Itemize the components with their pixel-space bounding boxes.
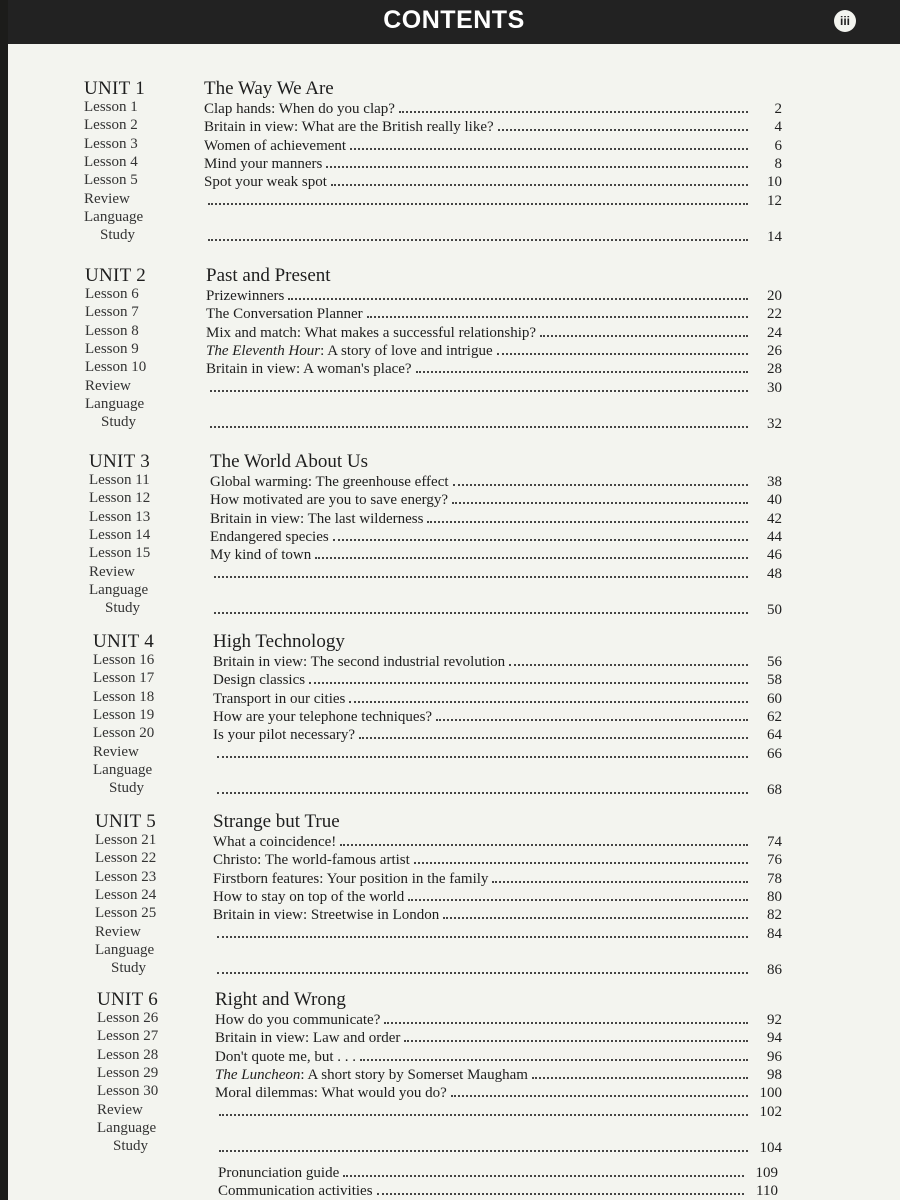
entry-title	[213, 672, 309, 689]
entry-title-text: Britain in view: The last wilderness	[210, 510, 424, 527]
entry-title-text: Transport in our cities	[213, 690, 346, 707]
page-number: 96	[767, 1048, 782, 1065]
dot-leader	[427, 509, 748, 523]
header-bar	[8, 0, 900, 44]
entry-title	[213, 709, 436, 726]
dot-leader	[377, 1181, 744, 1195]
lesson-label: Lesson 16	[93, 652, 155, 668]
dot-leader	[540, 323, 748, 337]
toc-entry[interactable]	[210, 509, 782, 528]
dot-leader	[453, 472, 748, 486]
entry-title-text: What a coincidence!	[213, 834, 337, 850]
lesson-label: Study	[113, 1138, 149, 1155]
entry-title	[215, 1049, 360, 1066]
dot-leader	[214, 564, 748, 578]
unit-label: UNIT 4	[93, 631, 155, 652]
entry-title	[213, 889, 408, 906]
dot-leader	[443, 905, 748, 919]
appendix-entry[interactable]	[218, 1163, 778, 1182]
entry-title-text: Mix and match: What makes a successful relationship?	[206, 324, 537, 341]
entry-title-text: Design classics	[213, 672, 306, 689]
dot-leader	[333, 527, 748, 541]
page-number: 50	[767, 602, 782, 619]
lesson-label: Lesson 28	[97, 1046, 159, 1063]
entry-title-text: How do you communicate?	[215, 1012, 381, 1028]
entry-title	[206, 306, 367, 323]
lesson-label: Review	[97, 1101, 143, 1118]
toc-entry[interactable]	[213, 707, 782, 726]
toc-entry[interactable]	[210, 600, 782, 619]
dot-leader	[408, 887, 748, 901]
toc-entry[interactable]	[206, 286, 782, 305]
page-number: 109	[755, 1165, 778, 1181]
unit-label: UNIT 2	[85, 265, 147, 286]
lesson-label: Lesson 9	[85, 340, 139, 357]
page-number: 104	[759, 1140, 782, 1157]
entry-title	[213, 871, 492, 888]
toc-entry[interactable]	[215, 1065, 782, 1084]
entry-title-text: The Conversation Planner	[206, 306, 363, 323]
dot-leader	[532, 1065, 748, 1079]
dot-leader	[509, 652, 748, 666]
entry-title	[210, 547, 315, 564]
lesson-label: Lesson 13	[89, 508, 151, 525]
entry-title	[213, 834, 340, 851]
page-number: 66	[767, 745, 782, 762]
entry-title	[204, 174, 331, 191]
entry-title	[210, 474, 453, 491]
toc-entry[interactable]	[215, 1102, 782, 1121]
page-number: 42	[767, 510, 782, 527]
toc-entry[interactable]	[206, 341, 782, 360]
lesson-label: Review	[85, 377, 131, 394]
lesson-label: Study	[100, 227, 136, 244]
dot-leader	[217, 744, 748, 758]
page-number: 84	[767, 925, 782, 942]
toc-entry[interactable]	[213, 869, 782, 888]
dot-leader	[367, 304, 748, 318]
lesson-label: Lesson 25	[95, 905, 157, 922]
dot-leader	[210, 414, 748, 428]
entry-title	[206, 343, 497, 360]
lesson-label: Language	[89, 581, 149, 598]
entry-title-text: Women of achievement	[204, 137, 347, 154]
lesson-label: Review	[95, 923, 141, 940]
toc-entry[interactable]	[210, 564, 782, 583]
lesson-label: Lesson 14	[89, 526, 151, 543]
lesson-label: Language	[84, 208, 144, 225]
toc-entry[interactable]	[204, 99, 782, 118]
toc-entry[interactable]	[204, 227, 782, 246]
entry-title	[210, 529, 333, 546]
lesson-label: Lesson 26	[97, 1010, 159, 1026]
toc-entry[interactable]	[204, 154, 782, 173]
toc-entry[interactable]	[213, 670, 782, 689]
lesson-label: Lesson 21	[95, 832, 157, 848]
page-number: 32	[767, 416, 782, 433]
entry-italic-title: The Luncheon	[215, 1066, 301, 1083]
toc-entry[interactable]	[213, 689, 782, 708]
toc-entry[interactable]	[215, 1047, 782, 1066]
dot-leader	[208, 227, 748, 241]
unit-title: High Technology	[213, 631, 345, 652]
toc-entry[interactable]	[213, 832, 782, 851]
entry-title	[206, 361, 416, 378]
dot-leader	[350, 136, 748, 150]
page-number: 64	[767, 727, 782, 744]
lesson-label: Study	[101, 414, 137, 431]
entry-title-text: Don't quote me, but . . .	[215, 1048, 357, 1065]
toc-entry[interactable]	[213, 850, 782, 869]
toc-entry[interactable]	[210, 527, 782, 546]
entry-title	[215, 1067, 532, 1084]
page-number: 110	[756, 1183, 778, 1199]
dot-leader	[217, 960, 748, 974]
toc-entry[interactable]	[213, 905, 782, 924]
lesson-label: Lesson 4	[84, 153, 138, 170]
toc-entry[interactable]	[210, 490, 782, 509]
entry-title	[204, 156, 326, 173]
entry-title-text: Spot your weak spot	[204, 174, 327, 191]
dot-leader	[343, 1163, 744, 1177]
lesson-label: Lesson 18	[93, 688, 155, 705]
page-number: 58	[767, 672, 782, 689]
lesson-label: Language	[85, 395, 145, 412]
dot-leader	[340, 832, 748, 846]
entry-title	[215, 1030, 404, 1047]
page-number: 78	[767, 870, 782, 887]
entry-title	[213, 907, 443, 924]
entry-title	[210, 511, 427, 528]
lesson-label: Lesson 2	[84, 117, 138, 134]
toc-entry[interactable]	[204, 136, 782, 155]
lesson-label: Review	[93, 743, 139, 760]
entry-title-text: Endangered species	[210, 528, 329, 545]
lesson-label: Lesson 24	[95, 886, 157, 903]
dot-leader	[315, 545, 748, 559]
lesson-label: Lesson 6	[85, 286, 139, 302]
page-number: 102	[759, 1103, 782, 1120]
toc-entry[interactable]	[215, 1028, 782, 1047]
toc-entry[interactable]	[213, 652, 782, 671]
page-number: 92	[767, 1012, 782, 1028]
page-number: 98	[767, 1066, 782, 1083]
unit-title: The Way We Are	[204, 78, 334, 99]
page-number: 94	[767, 1030, 782, 1047]
page-number: 62	[767, 708, 782, 725]
dot-leader	[436, 707, 748, 721]
unit-title: Strange but True	[213, 811, 340, 832]
lesson-label: Lesson 10	[85, 359, 147, 376]
lesson-label: Lesson 15	[89, 545, 151, 562]
toc-entry[interactable]	[204, 191, 782, 210]
dot-leader	[219, 1102, 748, 1116]
page-number: 28	[767, 361, 782, 378]
entry-title-text: Mind your manners	[204, 155, 323, 172]
dot-leader	[217, 924, 748, 938]
lesson-label: Lesson 19	[93, 706, 155, 723]
page-title: CONTENTS	[383, 6, 525, 34]
dot-leader	[414, 850, 748, 864]
page-number: 24	[767, 324, 782, 341]
entry-italic-title: The Eleventh Hour	[206, 342, 321, 359]
page-number: 20	[767, 288, 782, 304]
unit-label: UNIT 1	[84, 78, 146, 99]
dot-leader	[452, 490, 748, 504]
entry-title	[206, 325, 540, 342]
toc-entry[interactable]	[206, 304, 782, 323]
page-number: 44	[767, 528, 782, 545]
lesson-label: Lesson 30	[97, 1083, 159, 1100]
lesson-label: Lesson 20	[93, 725, 155, 742]
page-number: 46	[767, 547, 782, 564]
toc-entry[interactable]	[213, 744, 782, 763]
page-number: 68	[767, 782, 782, 799]
dot-leader	[451, 1083, 748, 1097]
page-number: 48	[767, 565, 782, 582]
toc-entry[interactable]	[213, 780, 782, 799]
page-number: 10	[767, 174, 782, 191]
dot-leader	[217, 780, 748, 794]
entry-title-text: Is your pilot necessary?	[213, 727, 356, 744]
entry-title-text: How to stay on top of the world	[213, 888, 405, 905]
toc-entry[interactable]	[215, 1010, 782, 1029]
toc-entry[interactable]	[213, 960, 782, 979]
entry-title	[215, 1085, 451, 1102]
lesson-label: Lesson 5	[84, 172, 138, 189]
dot-leader	[359, 725, 748, 739]
entry-title	[213, 852, 414, 869]
dot-leader	[210, 378, 748, 392]
dot-leader	[208, 191, 748, 205]
lesson-label: Lesson 1	[84, 99, 138, 115]
page-number: 26	[767, 342, 782, 359]
page-number-badge: iii	[834, 10, 856, 32]
entry-title	[215, 1012, 384, 1029]
entry-title	[213, 691, 349, 708]
entry-title	[213, 727, 359, 744]
lesson-label: Lesson 7	[85, 304, 139, 321]
entry-title: Pronunciation guide	[218, 1165, 340, 1181]
entry-title-text: Christo: The world-famous artist	[213, 852, 410, 869]
toc-entry[interactable]	[206, 414, 782, 433]
dot-leader	[219, 1138, 748, 1152]
unit-title: The World About Us	[210, 451, 369, 472]
lesson-label: Lesson 3	[84, 135, 138, 152]
page-number: 82	[767, 907, 782, 924]
lesson-label: Lesson 23	[95, 868, 157, 885]
page-number: 6	[774, 137, 782, 154]
appendix-entry[interactable]	[218, 1181, 778, 1200]
page-number: 100	[759, 1085, 782, 1102]
page-number: 12	[767, 192, 782, 209]
lesson-label: Lesson 11	[89, 472, 150, 488]
entry-title	[204, 138, 350, 155]
toc-entry[interactable]	[204, 172, 782, 191]
entry-title-text: My kind of town	[210, 547, 312, 564]
dot-leader	[399, 99, 748, 113]
entry-title-text: : A story of love and intrigue	[320, 342, 493, 359]
dot-leader	[309, 670, 748, 684]
entry-title-text: Firstborn features: Your position in the family	[213, 870, 489, 887]
entry-title-text: How are your telephone techniques?	[213, 708, 433, 725]
contents-page	[8, 0, 900, 1200]
lesson-label: Study	[105, 600, 141, 617]
page-number: 80	[767, 888, 782, 905]
lesson-label: Review	[89, 563, 135, 580]
page-number: 2	[774, 101, 782, 117]
entry-title-text: Global warming: The greenhouse effect	[210, 474, 449, 490]
lesson-label: Lesson 8	[85, 322, 139, 339]
entry-title	[206, 288, 288, 305]
dot-leader	[288, 286, 748, 300]
lesson-label: Language	[97, 1119, 157, 1136]
entry-title	[204, 119, 498, 136]
entry-title-text: Britain in view: Law and order	[215, 1030, 401, 1047]
dot-leader	[492, 869, 748, 883]
entry-title-text: : A short story by Somerset Maugham	[300, 1066, 528, 1083]
dot-leader	[331, 172, 748, 186]
page-number: 76	[767, 852, 782, 869]
page-number: 40	[767, 492, 782, 509]
lesson-label: Study	[109, 780, 145, 797]
entry-title-text: Prizewinners	[206, 288, 285, 304]
toc-entry[interactable]	[206, 323, 782, 342]
entry-title-text: Britain in view: The second industrial revolution	[213, 654, 506, 670]
unit-label: UNIT 5	[95, 811, 157, 832]
page-number: 38	[767, 474, 782, 490]
toc-entry[interactable]	[206, 359, 782, 378]
page-number: 56	[767, 654, 782, 670]
lesson-label: Lesson 22	[95, 850, 157, 867]
lesson-label: Lesson 17	[93, 670, 155, 687]
entry-title-text: Britain in view: A woman's place?	[206, 361, 412, 378]
page-number: 22	[767, 306, 782, 323]
lesson-label: Study	[111, 960, 147, 977]
entry-title	[213, 654, 509, 671]
lesson-label: Language	[93, 761, 153, 778]
unit-title: Past and Present	[206, 265, 331, 286]
unit-title: Right and Wrong	[215, 989, 346, 1010]
unit-label: UNIT 6	[97, 989, 159, 1010]
dot-leader	[384, 1010, 748, 1024]
entry-title-text: Britain in view: Streetwise in London	[213, 907, 440, 924]
lesson-label: Lesson 29	[97, 1064, 159, 1081]
page-number: 30	[767, 379, 782, 396]
toc-entry[interactable]	[210, 545, 782, 564]
page-number: 4	[774, 119, 782, 136]
toc-entry[interactable]	[215, 1083, 782, 1102]
entry-title-text: How motivated are you to save energy?	[210, 492, 448, 509]
lesson-label: Language	[95, 941, 155, 958]
dot-leader	[349, 689, 748, 703]
page-number: 14	[767, 229, 782, 246]
dot-leader	[360, 1047, 748, 1061]
dot-leader	[326, 154, 748, 168]
entry-title-text: Clap hands: When do you clap?	[204, 101, 395, 117]
page-number: 74	[767, 834, 782, 850]
toc-entry[interactable]	[206, 378, 782, 397]
page-number: 86	[767, 962, 782, 979]
dot-leader	[416, 359, 748, 373]
toc-entry[interactable]	[204, 117, 782, 136]
dot-leader	[497, 341, 748, 355]
dot-leader	[404, 1028, 748, 1042]
page-number: 8	[774, 155, 782, 172]
toc-entry[interactable]	[215, 1138, 782, 1157]
page-number: 60	[767, 690, 782, 707]
entry-title-text: Moral dilemmas: What would you do?	[215, 1085, 447, 1102]
lesson-label: Review	[84, 190, 130, 207]
toc-entry[interactable]	[213, 887, 782, 906]
toc-entry[interactable]	[213, 924, 782, 943]
entry-title: Communication activities	[218, 1183, 373, 1199]
lesson-label: Lesson 12	[89, 490, 151, 507]
lesson-label: Lesson 27	[97, 1028, 159, 1045]
dot-leader	[214, 600, 748, 614]
dot-leader	[498, 117, 748, 131]
entry-title	[210, 492, 452, 509]
entry-title	[204, 101, 399, 118]
unit-label: UNIT 3	[89, 451, 151, 472]
toc-entry[interactable]	[210, 472, 782, 491]
entry-title-text: Britain in view: What are the British really like?	[204, 119, 494, 136]
toc-entry[interactable]	[213, 725, 782, 744]
